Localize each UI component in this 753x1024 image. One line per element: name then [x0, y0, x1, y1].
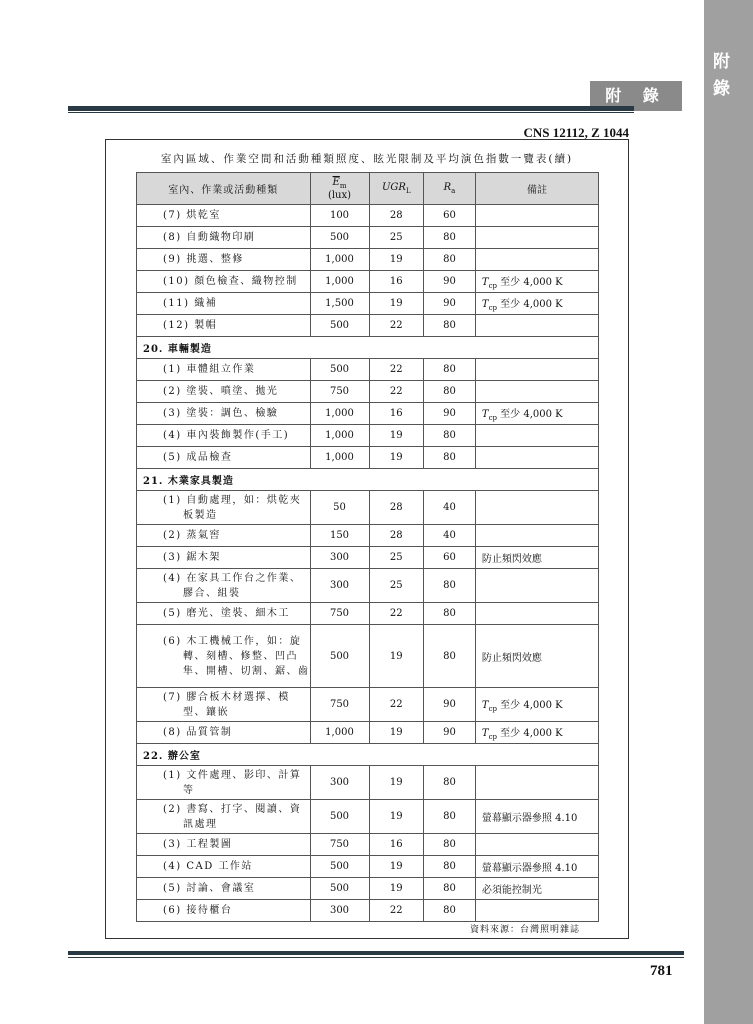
table-row: [137, 491, 599, 525]
row-ra: 80: [424, 381, 476, 403]
table-row: [137, 547, 599, 569]
table-row: [137, 800, 599, 834]
row-ra: 90: [424, 271, 476, 293]
row-ra: 60: [424, 205, 476, 227]
appendix-header: 附 錄: [590, 81, 682, 111]
row-ra: 80: [424, 569, 476, 603]
table-row: [137, 249, 599, 271]
header-rule-thin: [68, 112, 634, 113]
row-ugr: 22: [369, 688, 424, 722]
row-area: (9) 挑選、整修: [137, 249, 311, 271]
table-row: [137, 359, 599, 381]
row-area: (3) 塗裝：調色、檢驗: [137, 403, 311, 425]
row-remark: 螢幕顯示器參照 4.10: [475, 856, 598, 878]
row-ugr: 16: [369, 403, 424, 425]
row-ra: 80: [424, 625, 476, 688]
row-ra: 80: [424, 856, 476, 878]
footer-rule: [68, 951, 684, 955]
row-remark: [475, 205, 598, 227]
row-em: 1,000: [310, 425, 369, 447]
row-ra: 90: [424, 403, 476, 425]
table-row: [137, 569, 599, 603]
table-section-row: [137, 744, 599, 766]
row-ugr: 28: [369, 491, 424, 525]
row-area: (10) 顏色檢查、織物控制: [137, 271, 311, 293]
row-remark: [475, 359, 598, 381]
header-rule: [68, 106, 634, 111]
row-em: 1,500: [310, 293, 369, 315]
row-ugr: 28: [369, 525, 424, 547]
row-remark: $T_{cp}$ 至少 4,000 K: [475, 293, 598, 315]
row-ugr: 25: [369, 547, 424, 569]
standard-number: CNS 12112, Z 1044: [523, 125, 629, 140]
table-title: 室內區域、作業空間和活動種類照度、眩光限制及平均演色指數一覽表(續): [160, 153, 574, 165]
row-em: 100: [310, 205, 369, 227]
row-remark: [475, 603, 598, 625]
row-area: (1) 文件處理、影印、計算等: [137, 766, 311, 800]
row-em: 750: [310, 834, 369, 856]
source-note: 資料來源：台灣照明雜誌: [470, 925, 581, 935]
side-tab: [704, 0, 753, 1024]
row-em: 150: [310, 525, 369, 547]
table-row: [137, 625, 599, 688]
row-ra: 90: [424, 293, 476, 315]
table-row: [137, 403, 599, 425]
row-area: (5) 成品檢查: [137, 447, 311, 469]
row-em: 300: [310, 569, 369, 603]
row-ugr: 16: [369, 834, 424, 856]
row-ugr: 19: [369, 425, 424, 447]
table-row: [137, 447, 599, 469]
table-row: [137, 900, 599, 922]
row-remark: [475, 447, 598, 469]
row-area: (3) 工程製圖: [137, 834, 311, 856]
row-ugr: 25: [369, 569, 424, 603]
row-ra: 80: [424, 878, 476, 900]
table-row: [137, 878, 599, 900]
header-area: 室內、作業或活動種類: [137, 173, 311, 205]
row-area: (2) 蒸氣窖: [137, 525, 311, 547]
row-ra: 40: [424, 525, 476, 547]
table-row: [137, 271, 599, 293]
row-remark: [475, 315, 598, 337]
table-row: [137, 834, 599, 856]
row-ugr: 16: [369, 271, 424, 293]
row-remark: [475, 491, 598, 525]
table-row: [137, 205, 599, 227]
table-row: [137, 525, 599, 547]
row-remark: [475, 425, 598, 447]
row-ra: 90: [424, 688, 476, 722]
row-ra: 80: [424, 834, 476, 856]
row-ra: 80: [424, 447, 476, 469]
row-area: (5) 討論、會議室: [137, 878, 311, 900]
header-remark: 備註: [475, 173, 598, 205]
row-remark: [475, 227, 598, 249]
section-title: 22. 辦公室: [137, 744, 599, 766]
row-area: (6) 接待櫃台: [137, 900, 311, 922]
row-ugr: 19: [369, 722, 424, 744]
row-area: (7) 烘乾室: [137, 205, 311, 227]
header-em: $\overline{E}_m$ (lux): [310, 173, 369, 205]
row-em: 1,000: [310, 249, 369, 271]
row-ra: 80: [424, 227, 476, 249]
row-ugr: 19: [369, 293, 424, 315]
row-area: (12) 製帽: [137, 315, 311, 337]
row-area: (1) 車體組立作業: [137, 359, 311, 381]
table-row: [137, 227, 599, 249]
side-label: 附錄: [709, 52, 729, 106]
row-ugr: 19: [369, 800, 424, 834]
table-row: [137, 856, 599, 878]
row-ugr: 19: [369, 878, 424, 900]
row-remark: [475, 766, 598, 800]
row-remark: [475, 569, 598, 603]
row-ugr: 19: [369, 447, 424, 469]
table-row: [137, 293, 599, 315]
row-ugr: 28: [369, 205, 424, 227]
row-remark: $T_{cp}$ 至少 4,000 K: [475, 403, 598, 425]
section-title: 21. 木業家具製造: [137, 469, 599, 491]
row-ugr: 22: [369, 381, 424, 403]
row-ugr: 19: [369, 856, 424, 878]
row-remark: $T_{cp}$ 至少 4,000 K: [475, 271, 598, 293]
row-ra: 80: [424, 603, 476, 625]
row-area: (4) 在家具工作台之作業、膠合、組裝: [137, 569, 311, 603]
row-area: (7) 膠合板木材選擇、模型、鑲嵌: [137, 688, 311, 722]
row-area: (1) 自動處理，如：烘乾夾板製造: [137, 491, 311, 525]
row-remark: [475, 900, 598, 922]
illuminance-table: [136, 172, 599, 922]
row-area: (2) 書寫、打字、閱讀、資訊處理: [137, 800, 311, 834]
row-em: 750: [310, 688, 369, 722]
row-ra: 80: [424, 359, 476, 381]
row-ra: 80: [424, 900, 476, 922]
row-area: (11) 織補: [137, 293, 311, 315]
row-em: 500: [310, 800, 369, 834]
row-remark: [475, 525, 598, 547]
row-remark: 防止頻閃效應: [475, 547, 598, 569]
row-em: 1,000: [310, 403, 369, 425]
table-row: [137, 722, 599, 744]
row-ugr: 22: [369, 900, 424, 922]
row-ugr: 19: [369, 766, 424, 800]
header-ugr: $UGR_L$: [369, 173, 424, 205]
row-ra: 80: [424, 800, 476, 834]
row-em: 50: [310, 491, 369, 525]
header-ra: $R_a$: [424, 173, 476, 205]
row-em: 500: [310, 359, 369, 381]
row-ugr: 19: [369, 625, 424, 688]
row-remark: 防止頻閃效應: [475, 625, 598, 688]
row-em: 750: [310, 603, 369, 625]
row-em: 1,000: [310, 447, 369, 469]
row-em: 300: [310, 547, 369, 569]
row-remark: [475, 834, 598, 856]
row-ra: 80: [424, 315, 476, 337]
row-area: (3) 鋸木架: [137, 547, 311, 569]
table-header-row: [137, 173, 599, 205]
row-em: 1,000: [310, 271, 369, 293]
row-area: (8) 自動織物印刷: [137, 227, 311, 249]
row-em: 300: [310, 900, 369, 922]
row-ra: 90: [424, 722, 476, 744]
row-area: (6) 木工機械工作，如：旋轉、刻槽、修整、凹凸隼、開槽、切割、鋸、齒: [137, 625, 311, 688]
row-em: 500: [310, 227, 369, 249]
row-remark: $T_{cp}$ 至少 4,000 K: [475, 722, 598, 744]
footer-rule-thin: [68, 957, 684, 958]
row-em: 1,000: [310, 722, 369, 744]
row-ugr: 22: [369, 603, 424, 625]
table-row: [137, 315, 599, 337]
row-em: 500: [310, 625, 369, 688]
row-remark: 螢幕顯示器參照 4.10: [475, 800, 598, 834]
row-remark: [475, 249, 598, 271]
row-ugr: 22: [369, 359, 424, 381]
section-title: 20. 車輛製造: [137, 337, 599, 359]
row-ra: 80: [424, 425, 476, 447]
table-row: [137, 425, 599, 447]
table-row: [137, 381, 599, 403]
row-em: 500: [310, 856, 369, 878]
row-area: (8) 品質管制: [137, 722, 311, 744]
row-area: (4) 車內裝飾製作(手工): [137, 425, 311, 447]
row-ra: 80: [424, 249, 476, 271]
row-area: (4) CAD 工作站: [137, 856, 311, 878]
row-remark: $T_{cp}$ 至少 4,000 K: [475, 688, 598, 722]
row-em: 500: [310, 878, 369, 900]
row-ra: 80: [424, 766, 476, 800]
row-ugr: 22: [369, 315, 424, 337]
row-ugr: 25: [369, 227, 424, 249]
table-section-row: [137, 337, 599, 359]
row-area: (5) 磨光、塗裝、細木工: [137, 603, 311, 625]
row-ra: 60: [424, 547, 476, 569]
row-em: 300: [310, 766, 369, 800]
table-row: [137, 688, 599, 722]
table-row: [137, 603, 599, 625]
row-remark: [475, 381, 598, 403]
row-em: 750: [310, 381, 369, 403]
row-em: 500: [310, 315, 369, 337]
row-remark: 必須能控制光: [475, 878, 598, 900]
row-ra: 40: [424, 491, 476, 525]
row-ugr: 19: [369, 249, 424, 271]
table-row: [137, 766, 599, 800]
table-section-row: [137, 469, 599, 491]
row-area: (2) 塗裝、噴塗、拋光: [137, 381, 311, 403]
page-number: 781: [650, 963, 673, 979]
